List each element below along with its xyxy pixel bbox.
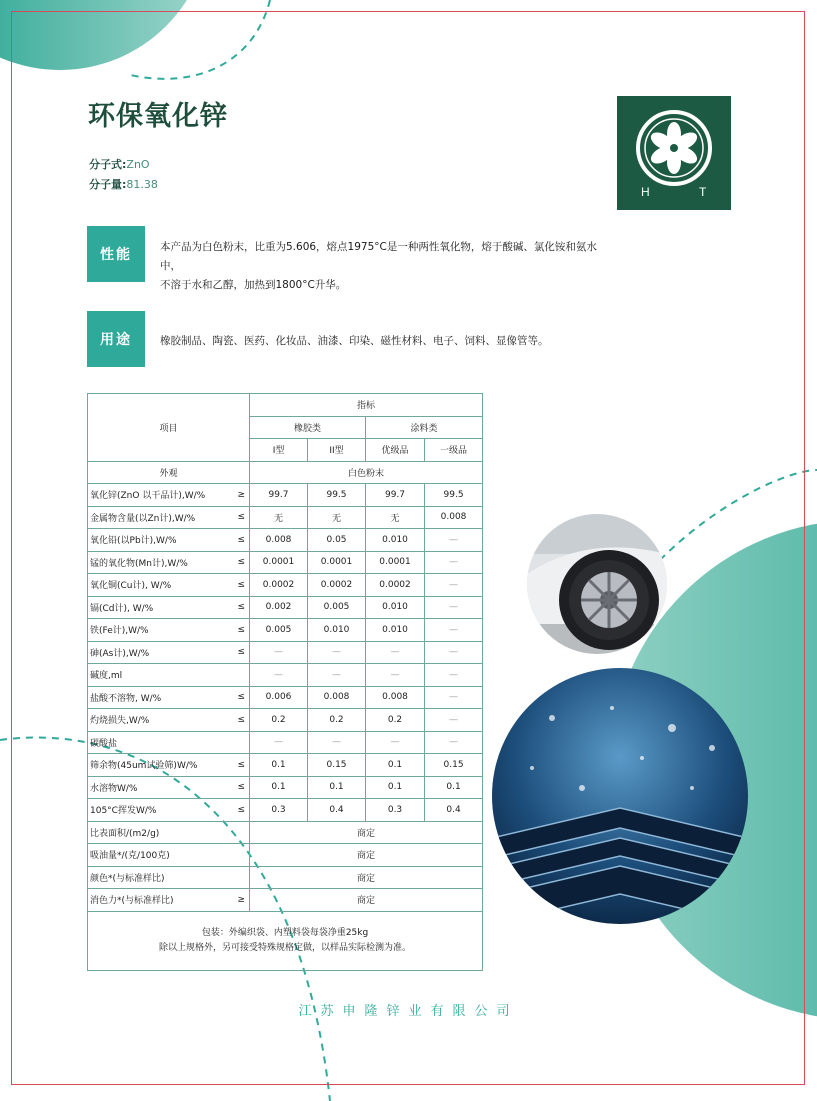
table-row — [88, 506, 483, 529]
footnote-line-1: 包装：外编织袋、内塑料袋每袋净重25kg — [201, 927, 369, 938]
table-row — [88, 754, 483, 777]
row-label: 氧化铅(以Pb计),W/% — [88, 529, 234, 552]
row-label: 铁(Fe计),W/% — [88, 619, 234, 642]
usage-text — [160, 332, 600, 351]
row-relation — [234, 664, 250, 687]
row-value: 0.0002 — [366, 574, 425, 597]
table-body — [88, 484, 483, 822]
mass-value: 81.38 — [126, 178, 158, 191]
row-value: 0.006 — [250, 686, 308, 709]
row-value: 0.0001 — [308, 551, 366, 574]
row-value: 商定 — [250, 866, 483, 889]
row-value: 0.3 — [250, 799, 308, 822]
row-relation: ≤ — [234, 709, 250, 732]
tire-image — [527, 514, 667, 654]
usage-line-1: 橡胶制品、陶瓷、医药、化妆品、油漆、印染、磁性材料、电子、饲料、显像管等。 — [160, 335, 549, 347]
tread-photo — [492, 668, 748, 924]
row-value: 0.008 — [366, 686, 425, 709]
row-label: 颜色*(与标准样比) — [88, 866, 234, 889]
row-value: 0.0001 — [250, 551, 308, 574]
row-value: — — [425, 596, 483, 619]
tire-photo — [527, 514, 667, 654]
row-value: 0.010 — [366, 529, 425, 552]
appearance-value: 白色粉末 — [250, 461, 483, 484]
row-relation — [234, 731, 250, 754]
table-row — [88, 889, 483, 912]
table-row — [88, 776, 483, 799]
header-index: 指标 — [250, 394, 483, 417]
badge-performance: 性能 — [87, 226, 145, 282]
row-label: 碱度,ml — [88, 664, 234, 687]
row-label: 碳酸盐 — [88, 731, 234, 754]
footnote-line-2: 除以上规格外，另可接受特殊规格定做，以样品实际检测为准。 — [159, 942, 412, 953]
row-value: 0.05 — [308, 529, 366, 552]
row-label: 灼烧损失,W/% — [88, 709, 234, 732]
row-value: 无 — [308, 506, 366, 529]
mass-label: 分子量: — [89, 178, 127, 191]
table-merged-body — [88, 821, 483, 911]
row-relation: ≤ — [234, 776, 250, 799]
row-value: — — [366, 664, 425, 687]
header-grade: I型 — [250, 439, 308, 462]
appearance-label: 外观 — [88, 461, 250, 484]
row-value: 0.005 — [308, 596, 366, 619]
row-relation: ≥ — [234, 484, 250, 507]
table-row — [88, 664, 483, 687]
row-value: 无 — [366, 506, 425, 529]
row-value: 0.4 — [425, 799, 483, 822]
row-value: 0.010 — [366, 619, 425, 642]
row-value: 0.008 — [250, 529, 308, 552]
row-relation: ≥ — [234, 889, 250, 912]
row-relation: ≤ — [234, 551, 250, 574]
row-value: 0.010 — [366, 596, 425, 619]
header-item: 项目 — [88, 394, 250, 462]
row-value: 商定 — [250, 889, 483, 912]
table-row — [88, 641, 483, 664]
company-footer: 江苏申隆锌业有限公司 — [298, 1004, 519, 1019]
header-grade: II型 — [308, 439, 366, 462]
row-value: 0.4 — [308, 799, 366, 822]
row-value: — — [250, 664, 308, 687]
row-value: 0.005 — [250, 619, 308, 642]
row-value: 99.5 — [425, 484, 483, 507]
footnote-cell — [88, 911, 483, 970]
row-value: — — [308, 641, 366, 664]
formula-label: 分子式: — [89, 158, 127, 171]
row-value: 0.15 — [425, 754, 483, 777]
row-value: 0.008 — [425, 506, 483, 529]
row-value: — — [425, 551, 483, 574]
row-value: 0.1 — [250, 754, 308, 777]
row-value: — — [425, 731, 483, 754]
table-row — [88, 686, 483, 709]
performance-text — [160, 238, 600, 295]
table-header-row-1 — [88, 394, 483, 417]
row-label: 筛余物(45um试验筛)W/% — [88, 754, 234, 777]
row-relation: ≤ — [234, 529, 250, 552]
table-row — [88, 844, 483, 867]
row-value: 0.1 — [366, 776, 425, 799]
row-value: 0.0002 — [250, 574, 308, 597]
row-relation — [234, 844, 250, 867]
page-title: 环保氧化锌 — [88, 101, 228, 132]
row-relation: ≤ — [234, 686, 250, 709]
row-value: 无 — [250, 506, 308, 529]
performance-line-1: 本产品为白色粉末，比重为5.606，熔点1975°C是一种两性氧化物，熔于酸碱、氯化铵和氨水中， — [160, 241, 597, 272]
company-logo — [617, 96, 731, 210]
row-value: 99.5 — [308, 484, 366, 507]
row-value: 99.7 — [250, 484, 308, 507]
row-value: 0.0001 — [366, 551, 425, 574]
header-grade: 优级品 — [366, 439, 425, 462]
row-value: — — [308, 731, 366, 754]
row-value: — — [425, 641, 483, 664]
tread-image — [492, 668, 748, 924]
row-value: 0.1 — [308, 776, 366, 799]
row-relation — [234, 866, 250, 889]
row-label: 金属物含量(以Zn计),W/% — [88, 506, 234, 529]
row-value: 商定 — [250, 844, 483, 867]
logo-letter-t: T — [699, 185, 707, 199]
row-relation — [234, 821, 250, 844]
row-value: — — [366, 641, 425, 664]
row-label: 消色力*(与标准样比) — [88, 889, 234, 912]
row-value: 0.008 — [308, 686, 366, 709]
row-value: 99.7 — [366, 484, 425, 507]
table-footnote-row — [88, 911, 483, 970]
row-value: 0.1 — [250, 776, 308, 799]
spec-table — [87, 393, 483, 971]
row-value: — — [250, 641, 308, 664]
row-relation: ≤ — [234, 596, 250, 619]
table-row-appearance — [88, 461, 483, 484]
badge-usage: 用途 — [87, 311, 145, 367]
table-row — [88, 799, 483, 822]
row-value: 0.010 — [308, 619, 366, 642]
table-row — [88, 731, 483, 754]
row-value: 0.0002 — [308, 574, 366, 597]
row-relation: ≤ — [234, 754, 250, 777]
row-value: 0.002 — [250, 596, 308, 619]
row-value: 商定 — [250, 821, 483, 844]
formula-value: ZnO — [126, 158, 150, 171]
row-value: 0.1 — [366, 754, 425, 777]
row-label: 锰的氧化物(Mn计),W/% — [88, 551, 234, 574]
header-grade: 一级品 — [425, 439, 483, 462]
row-label: 氧化锌(ZnO 以干品计),W/% — [88, 484, 234, 507]
row-label: 105°C挥发W/% — [88, 799, 234, 822]
row-value: — — [425, 686, 483, 709]
row-value: — — [366, 731, 425, 754]
flower-wheel-icon — [617, 96, 731, 210]
row-value: — — [425, 664, 483, 687]
row-label: 吸油量*/(克/100克) — [88, 844, 234, 867]
row-value: — — [308, 664, 366, 687]
formula-line — [89, 156, 150, 172]
row-relation: ≤ — [234, 619, 250, 642]
table-row — [88, 866, 483, 889]
row-value: 0.2 — [366, 709, 425, 732]
row-label: 氧化铜(Cu计), W/% — [88, 574, 234, 597]
row-label: 比表面积/(m2/g) — [88, 821, 234, 844]
header-group-coating: 涂料类 — [366, 416, 483, 439]
row-label: 盐酸不溶物, W/% — [88, 686, 234, 709]
table-row — [88, 709, 483, 732]
row-relation: ≤ — [234, 506, 250, 529]
table-row — [88, 551, 483, 574]
logo-letter-h: H — [641, 185, 650, 199]
performance-line-2: 不溶于水和乙醇，加热到1800°C升华。 — [160, 279, 347, 291]
row-value: 0.2 — [250, 709, 308, 732]
table-row — [88, 596, 483, 619]
header-group-rubber: 橡胶类 — [250, 416, 366, 439]
row-value: — — [425, 619, 483, 642]
mass-line — [89, 176, 158, 192]
table-row — [88, 529, 483, 552]
row-relation: ≤ — [234, 799, 250, 822]
table-row — [88, 821, 483, 844]
row-label: 镉(Cd计), W/% — [88, 596, 234, 619]
row-relation: ≤ — [234, 641, 250, 664]
table-row — [88, 619, 483, 642]
row-relation: ≤ — [234, 574, 250, 597]
table-row — [88, 574, 483, 597]
row-value: — — [425, 709, 483, 732]
row-value: — — [425, 529, 483, 552]
row-value: 0.15 — [308, 754, 366, 777]
row-value: — — [250, 731, 308, 754]
table-row — [88, 484, 483, 507]
row-label: 砷(As计),W/% — [88, 641, 234, 664]
row-value: 0.2 — [308, 709, 366, 732]
row-value: 0.1 — [425, 776, 483, 799]
row-value: 0.3 — [366, 799, 425, 822]
row-value: — — [425, 574, 483, 597]
row-label: 水溶物W/% — [88, 776, 234, 799]
